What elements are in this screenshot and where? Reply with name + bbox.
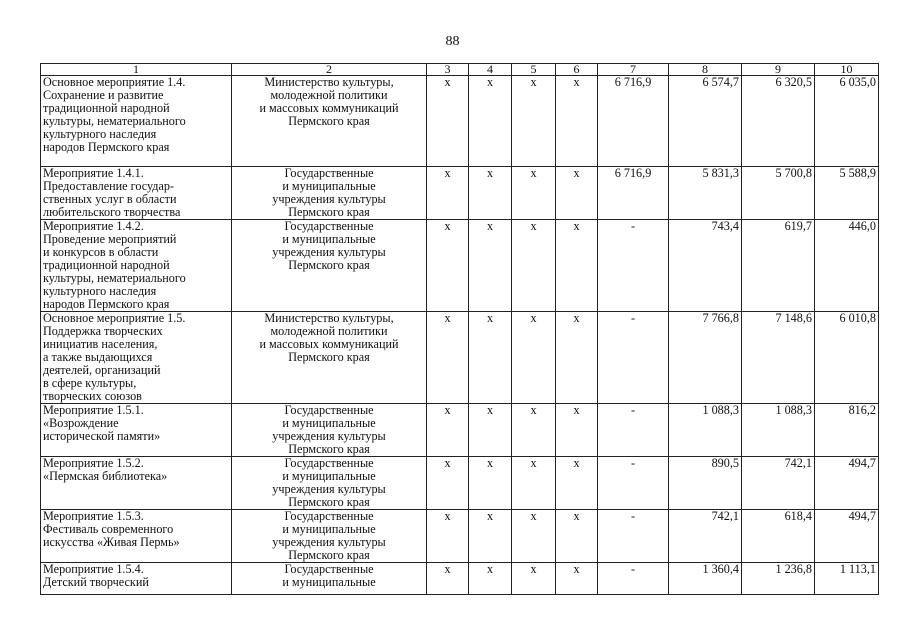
cell-col10: 446,0 — [815, 220, 879, 312]
cell-col5: х — [512, 167, 556, 220]
executor-cell: Государственные и муниципальные учреждения культуры Пермского края — [232, 167, 427, 220]
column-number-row — [41, 64, 879, 76]
activity-name-cell: Мероприятие 1.5.3. Фестиваль современного искусства «Живая Пермь» — [41, 510, 232, 563]
executor-cell: Министерство культуры, молодежной политики и массовых коммуникаций Пермского края — [232, 76, 427, 167]
activity-name-cell: Мероприятие 1.5.1. «Возрождение исторической памяти» — [41, 404, 232, 457]
cell-col6: х — [556, 457, 598, 510]
cell-col7: - — [598, 563, 669, 595]
executor-cell: Государственные и муниципальные — [232, 563, 427, 595]
cell-col8: 1 360,4 — [669, 563, 742, 595]
cell-col9: 742,1 — [742, 457, 815, 510]
table-row — [41, 220, 879, 312]
cell-col4: х — [469, 563, 512, 595]
cell-col6: х — [556, 167, 598, 220]
cell-col4: х — [469, 220, 512, 312]
cell-col6: х — [556, 220, 598, 312]
executor-cell: Государственные и муниципальные учреждения культуры Пермского края — [232, 220, 427, 312]
cell-col4: х — [469, 457, 512, 510]
column-header: 4 — [469, 64, 512, 76]
activity-name-cell: Мероприятие 1.4.1. Предоставление государ- ственных услуг в области любительского творчества — [41, 167, 232, 220]
table-row — [41, 76, 879, 167]
cell-col8: 7 766,8 — [669, 312, 742, 404]
executor-cell: Министерство культуры, молодежной политики и массовых коммуникаций Пермского края — [232, 312, 427, 404]
executor-cell: Государственные и муниципальные учреждения культуры Пермского края — [232, 510, 427, 563]
cell-col9: 5 700,8 — [742, 167, 815, 220]
cell-col8: 890,5 — [669, 457, 742, 510]
activity-name-cell: Основное мероприятие 1.5. Поддержка творческих инициатив населения, а также выдающихся деятелей, организаций в сфере культуры, творческих союзов — [41, 312, 232, 404]
cell-col8: 5 831,3 — [669, 167, 742, 220]
cell-col8: 743,4 — [669, 220, 742, 312]
cell-col3: х — [427, 167, 469, 220]
cell-col3: х — [427, 404, 469, 457]
cell-col7: - — [598, 457, 669, 510]
activity-name-cell: Мероприятие 1.5.2. «Пермская библиотека» — [41, 457, 232, 510]
cell-col4: х — [469, 312, 512, 404]
column-header: 1 — [41, 64, 232, 76]
cell-col8: 1 088,3 — [669, 404, 742, 457]
cell-col10: 5 588,9 — [815, 167, 879, 220]
cell-col7: - — [598, 220, 669, 312]
activity-name-cell: Мероприятие 1.4.2. Проведение мероприятий и конкурсов в области традиционной народной культуры, нематериального культурного наследия народов Пермского края — [41, 220, 232, 312]
cell-col3: х — [427, 457, 469, 510]
cell-col3: х — [427, 220, 469, 312]
column-header: 9 — [742, 64, 815, 76]
cell-col6: х — [556, 312, 598, 404]
cell-col6: х — [556, 510, 598, 563]
column-header: 5 — [512, 64, 556, 76]
cell-col5: х — [512, 312, 556, 404]
cell-col4: х — [469, 404, 512, 457]
cell-col7: - — [598, 510, 669, 563]
cell-col6: х — [556, 404, 598, 457]
cell-col5: х — [512, 76, 556, 167]
cell-col4: х — [469, 167, 512, 220]
column-header: 7 — [598, 64, 669, 76]
table-row — [41, 312, 879, 404]
column-header: 6 — [556, 64, 598, 76]
cell-col3: х — [427, 563, 469, 595]
cell-col7: 6 716,9 — [598, 76, 669, 167]
executor-cell: Государственные и муниципальные учреждения культуры Пермского края — [232, 457, 427, 510]
cell-col9: 6 320,5 — [742, 76, 815, 167]
cell-col5: х — [512, 404, 556, 457]
cell-col8: 742,1 — [669, 510, 742, 563]
cell-col3: х — [427, 312, 469, 404]
cell-col10: 494,7 — [815, 510, 879, 563]
cell-col10: 494,7 — [815, 457, 879, 510]
cell-col6: х — [556, 563, 598, 595]
activity-name-cell: Мероприятие 1.5.4. Детский творческий — [41, 563, 232, 595]
cell-col3: х — [427, 510, 469, 563]
cell-col7: - — [598, 404, 669, 457]
cell-col7: - — [598, 312, 669, 404]
cell-col7: 6 716,9 — [598, 167, 669, 220]
column-header: 3 — [427, 64, 469, 76]
page-number: 88 — [445, 34, 460, 49]
cell-col4: х — [469, 76, 512, 167]
cell-col9: 7 148,6 — [742, 312, 815, 404]
cell-col10: 1 113,1 — [815, 563, 879, 595]
cell-col5: х — [512, 563, 556, 595]
cell-col4: х — [469, 510, 512, 563]
cell-col5: х — [512, 457, 556, 510]
cell-col10: 6 035,0 — [815, 76, 879, 167]
column-header: 10 — [815, 64, 879, 76]
cell-col9: 1 236,8 — [742, 563, 815, 595]
table-row — [41, 457, 879, 510]
cell-col9: 1 088,3 — [742, 404, 815, 457]
activity-name-cell: Основное мероприятие 1.4. Сохранение и развитие традиционной народной культуры, нематериального культурного наследия народов Пермского края — [41, 76, 232, 167]
cell-col9: 619,7 — [742, 220, 815, 312]
cell-col9: 618,4 — [742, 510, 815, 563]
column-header: 8 — [669, 64, 742, 76]
cell-col5: х — [512, 510, 556, 563]
table-row — [41, 563, 879, 595]
cell-col6: х — [556, 76, 598, 167]
table-row — [41, 404, 879, 457]
cell-col3: х — [427, 76, 469, 167]
table-row — [41, 167, 879, 220]
column-header: 2 — [232, 64, 427, 76]
budget-table — [40, 63, 879, 595]
executor-cell: Государственные и муниципальные учреждения культуры Пермского края — [232, 404, 427, 457]
cell-col8: 6 574,7 — [669, 76, 742, 167]
table-row — [41, 510, 879, 563]
cell-col10: 816,2 — [815, 404, 879, 457]
cell-col10: 6 010,8 — [815, 312, 879, 404]
cell-col5: х — [512, 220, 556, 312]
